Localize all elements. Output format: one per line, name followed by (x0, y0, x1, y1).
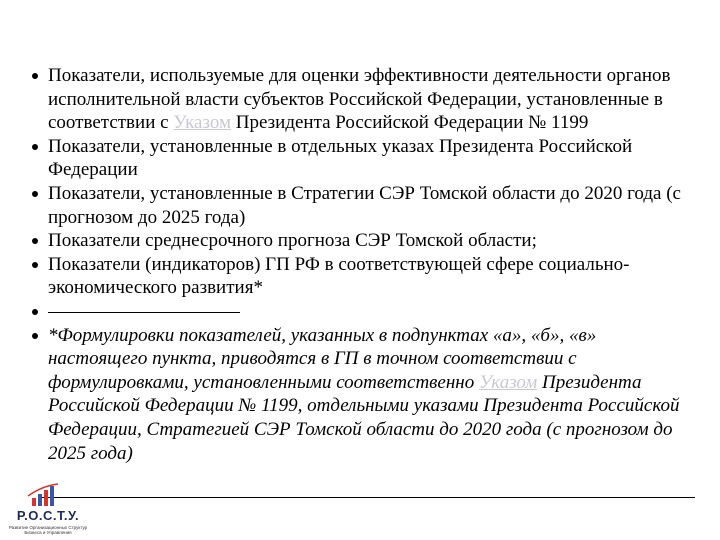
bullet-text: Показатели, установленные в Стратегии СЭР Томской области до 2020 года (с прогнозом до 2025 года) (48, 182, 681, 228)
decree-link[interactable]: Указом (173, 112, 232, 134)
bullet-dot (32, 262, 38, 268)
footnote-text: Президента Российской Федерации № 1199, отдельными указами Президента Российской Федерации, Стратегией СЭР Томской области до 2020 года (с прогнозом до 2025 года) (48, 371, 680, 464)
footnote-separator-line (48, 312, 240, 313)
bullet-dot (32, 191, 38, 197)
footnote-text: *Формулировки показателей, указанных в подпунктах «а», «б», «в» настоящего пункта, приводятся в ГП в точном соответствии с формулировками, установленными соответственно (48, 324, 597, 393)
bullet-item-2 (48, 135, 700, 182)
bullet-item-4 (48, 229, 700, 253)
logo-name: Р.О.С.Т.У. (16, 508, 80, 523)
bullet-text: Показатели среднесрочного прогноза СЭР Томской области; (48, 230, 537, 252)
bullet-text: Президента Российской Федерации № 1199 (231, 112, 589, 134)
bullet-list (48, 64, 700, 465)
bullet-item-footnote (48, 324, 700, 466)
bullet-text: Показатели, установленные в отдельных указах Президента Российской Федерации (48, 135, 633, 181)
bullet-text: Показатели, используемые для оценки эффективности деятельности органов исполнительной власти субъектов Российской Федерации, установленные в соответствии с (48, 65, 671, 134)
bullet-item-5 (48, 253, 700, 300)
bullet-item-separator (48, 300, 700, 324)
bullet-item-3 (48, 182, 700, 229)
bullet-dot (32, 333, 38, 339)
footer-divider (40, 497, 695, 498)
bullet-dot (32, 73, 38, 79)
bullet-dot (32, 144, 38, 150)
bullet-dot (32, 309, 38, 315)
logo-subtitle: Развитие Организационных Структур Бизнеса и Управления (8, 525, 88, 535)
bullet-text: Показатели (индикаторов) ГП РФ в соответствующей сфере социально-экономического развития* (48, 253, 630, 299)
decree-link[interactable]: Указом (478, 371, 538, 393)
bullet-item-1 (48, 64, 700, 135)
bullet-dot (32, 238, 38, 244)
